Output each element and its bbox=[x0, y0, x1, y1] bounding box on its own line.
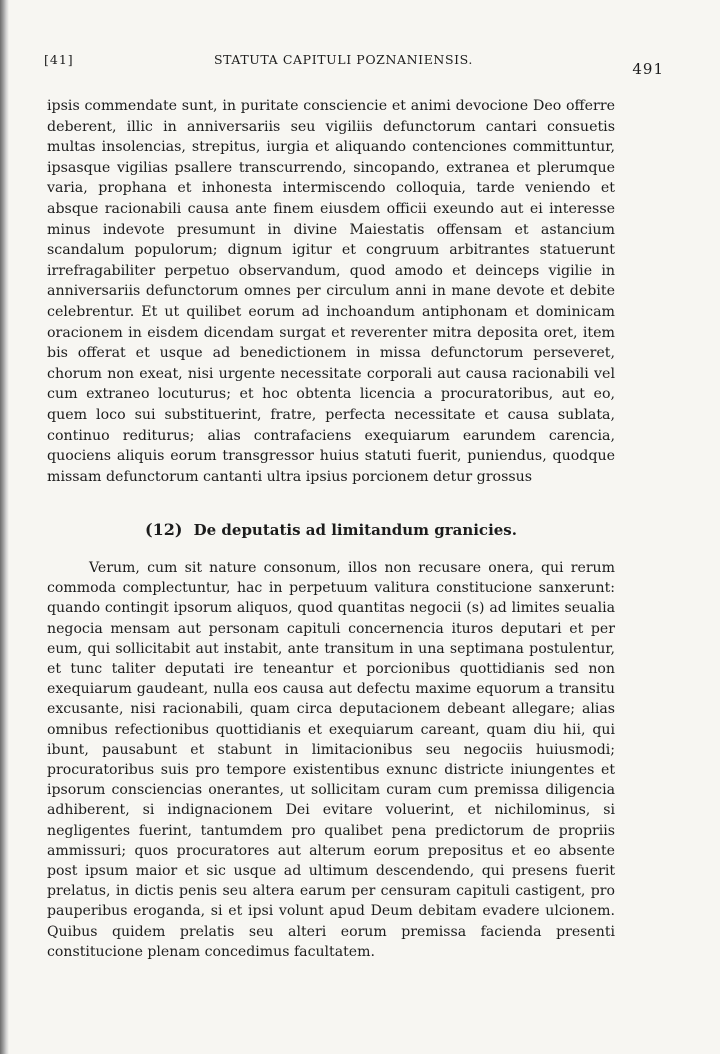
page-header bbox=[44, 52, 664, 82]
section-heading-number: (12) bbox=[145, 520, 183, 539]
binding-edge bbox=[0, 0, 9, 1054]
section-heading-text: De deputatis ad limitandum granicies. bbox=[193, 521, 517, 539]
running-title: STATUTA CAPITULI POZNANIENSIS. bbox=[214, 52, 473, 67]
section-reference: [41] bbox=[44, 52, 74, 67]
paragraph-statute-12: Verum, cum sit nature consonum, illos non recusare onera, qui rerum commoda complectuntur, hac in perpetuum valitura constitucione sanxerunt: quando contingit ipsorum aliquos, quod quantitas negocii (s) ad limites seualia negocia mensam aut personam capituli concernencia ituros deputari et per eum, qui sollicitabit aut instabit, ante transitum in una septimana postulentur, et tunc taliter deputati ire teneantur et porcionibus quottidianis sed non exequiarum gaudeant, nulla eos causa aut defectu maxime equorum a transitu excusante, nisi racionabili, quam circa deputacionem debeant allegare; alias omnibus refectionibus quottidianis et exequiarum careant, quam diu hii, qui ibunt, pausabunt et stabunt in limitacionibus seu negociis huiusmodi; procuratoribus suis pro tempore existentibus exnunc districte iniungentes et ipsorum consciencias onerantes, ut sollicitam curam cum premissa diligencia adhiberent, si indignacionem Dei evitare voluerint, et nichilominus, si negligentes fuerint, tantumdem pro qualibet pena predictorum de propriis ammissuri; quos procuratores aut alterum eorum prepositus et eo absente post ipsum maior et sic usque ad ultimum descendendo, qui presens fuerit prelatus, in dictis penis seu altera earum per censuram capituli castigent, pro pauperibus eroganda, si et ipsi volunt apud Deum debitam evadere ulcionem. Quibus quidem prelatis seu alteri eorum premissa facienda presenti constitucione plenam concedimus facultatem. bbox=[47, 560, 615, 960]
paragraph-continuation: ipsis commendate sunt, in puritate consciencie et animi devocione Deo offerre deberent, illic in anniversariis seu vigiliis defunctorum cantari consuetis multas insolencias, strepitus, iurgia et aliquando contenciones committuntur, ipsasque vigilias psallere transcurrendo, sincopando, extranea et plerumque varia, prophana et inhonesta intermiscendo colloquia, tarde veniendo et absque racionabili causa ante finem eiusdem officii exeundo aut ei interesse minus indevote presumunt in divine Maiestatis offensam et astancium scandalum populorum; dignum igitur et congruum arbitrantes statuerunt irrefragabiliter perpetuo observandum, quod amodo et deinceps vigilie in anniversariis defunctorum omnes per circulum anni in mane devote et debite celebrentur. Et ut quilibet eorum ad inchoandum antiphonam et dominicam oracionem in eisdem dicendam surgat et reverenter mitra deposita oret, item bis offerat et usque ad benedictionem in missa defunctorum perseveret, chorum non exeat, nisi urgente necessitate corporali aut causa racionabili vel cum extraneo locuturus; et hoc obtenta licencia a procuratoribus, aut eo, quem loco sui substituerint, fratre, perfecta necessitate et causa sublata, continuo rediturus; alias contrafaciens exequiarum earundem carencia, quociens aliquis eorum transgressor huius statuti fuerit, puniendus, quodque missam defunctorum cantanti ultra ipsius porcionem detur grossus bbox=[47, 98, 615, 485]
page-number: 491 bbox=[632, 60, 664, 78]
section-heading bbox=[47, 520, 615, 539]
